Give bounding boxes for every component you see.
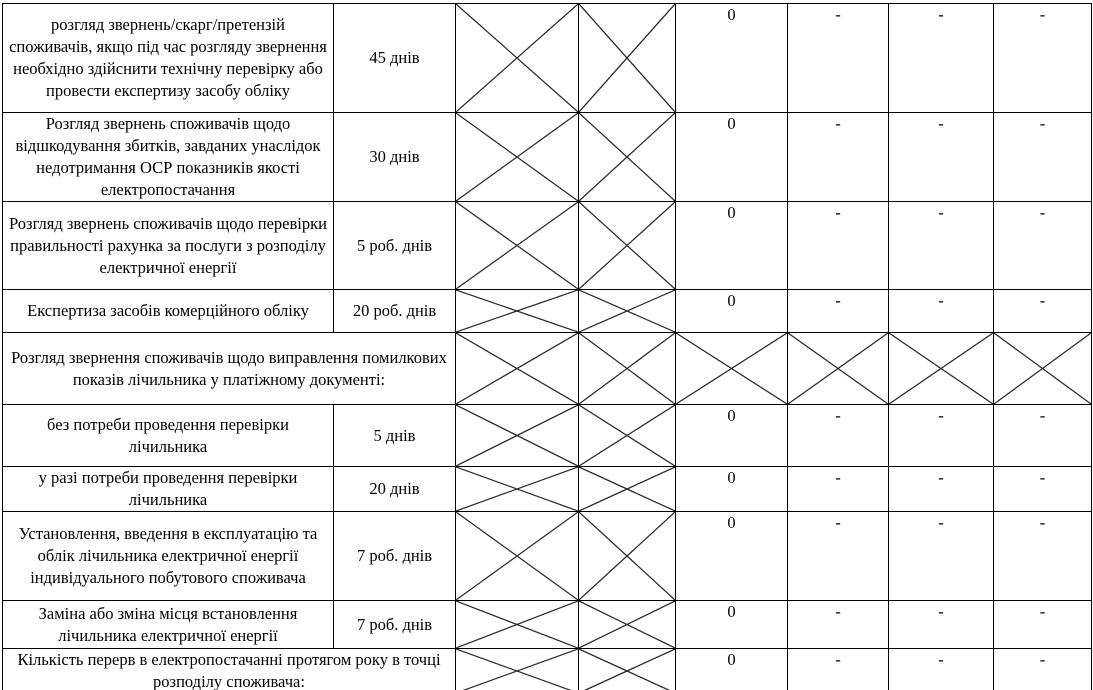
row-value-cell: - xyxy=(994,290,1092,333)
x-cross-icon xyxy=(579,467,675,511)
row-value-cell: - xyxy=(994,467,1092,512)
x-cross-icon xyxy=(676,333,787,404)
crossed-out-cell xyxy=(579,4,676,113)
row-value-cell: - xyxy=(788,4,889,113)
row-value-cell: - xyxy=(994,601,1092,649)
x-cross-icon xyxy=(579,405,675,466)
table-row xyxy=(3,467,1092,512)
crossed-out-cell xyxy=(788,333,889,405)
group-label-cell: Розгляд звернення споживачів щодо виправлення помилкових показів лічильника у платіжному документі: xyxy=(3,333,456,405)
x-cross-icon xyxy=(456,601,578,648)
row-value-cell: - xyxy=(788,467,889,512)
x-cross-icon xyxy=(579,4,675,112)
row-value-cell: - xyxy=(889,405,994,467)
x-cross-icon xyxy=(579,202,675,289)
crossed-out-cell xyxy=(456,467,579,512)
crossed-out-cell xyxy=(579,113,676,202)
crossed-out-cell xyxy=(579,290,676,333)
x-cross-icon xyxy=(579,113,675,201)
row-label-cell: Розгляд звернень споживачів щодо перевірки правильності рахунка за послуги з розподілу електричної енергії xyxy=(3,202,334,290)
crossed-out-cell xyxy=(579,405,676,467)
row-label-cell: Установлення, введення в експлуатацію та облік лічильника електричної енергії індивідуального побутового споживача xyxy=(3,512,334,601)
row-value-cell: - xyxy=(788,405,889,467)
row-value-cell: - xyxy=(889,512,994,601)
crossed-out-cell xyxy=(456,113,579,202)
row-value-cell: - xyxy=(994,512,1092,601)
x-cross-icon xyxy=(579,601,675,648)
crossed-out-cell xyxy=(456,601,579,649)
crossed-out-cell xyxy=(456,512,579,601)
table-row xyxy=(3,202,1092,290)
row-value-cell: - xyxy=(889,649,994,690)
group-label-cell: Кількість перерв в електропостачанні протягом року в точці розподілу споживача: xyxy=(3,649,456,690)
row-value-cell: 0 xyxy=(676,405,788,467)
row-term-cell: 20 роб. днів xyxy=(334,290,456,333)
row-value-cell: - xyxy=(889,290,994,333)
crossed-out-cell xyxy=(456,290,579,333)
row-term-cell: 7 роб. днів xyxy=(334,512,456,601)
service-terms-table xyxy=(2,3,1092,690)
row-value-cell: - xyxy=(788,113,889,202)
x-cross-icon xyxy=(456,290,578,332)
row-term-cell: 20 днів xyxy=(334,467,456,512)
row-label-cell: Розгляд звернень споживачів щодо відшкодування збитків, завданих унаслідок недотримання ОСР показників якості електропостачання xyxy=(3,113,334,202)
table-row xyxy=(3,649,1092,690)
row-value-cell: - xyxy=(788,512,889,601)
x-cross-icon xyxy=(788,333,888,404)
table-row xyxy=(3,601,1092,649)
crossed-out-cell xyxy=(456,405,579,467)
row-value-cell: - xyxy=(889,202,994,290)
crossed-out-cell xyxy=(676,333,788,405)
row-value-cell: 0 xyxy=(676,4,788,113)
row-value-cell: - xyxy=(788,649,889,690)
row-value-cell: - xyxy=(788,601,889,649)
row-value-cell: - xyxy=(889,4,994,113)
row-value-cell: 0 xyxy=(676,467,788,512)
row-term-cell: 5 днів xyxy=(334,405,456,467)
row-value-cell: - xyxy=(994,202,1092,290)
crossed-out-cell xyxy=(579,512,676,601)
x-cross-icon xyxy=(579,512,675,600)
row-value-cell: - xyxy=(889,467,994,512)
row-label-cell: розгляд звернень/скарг/претензій споживачів, якщо під час розгляду звернення необхідно здійснити технічну перевірку або провести експертизу засобу обліку xyxy=(3,4,334,113)
row-label-cell: Експертиза засобів комерційного обліку xyxy=(3,290,334,333)
crossed-out-cell xyxy=(579,202,676,290)
row-value-cell: - xyxy=(889,601,994,649)
x-cross-icon xyxy=(994,333,1091,404)
row-value-cell: 0 xyxy=(676,202,788,290)
row-value-cell: - xyxy=(889,113,994,202)
row-term-cell: 5 роб. днів xyxy=(334,202,456,290)
crossed-out-cell xyxy=(579,333,676,405)
crossed-out-cell xyxy=(579,467,676,512)
row-term-cell: 7 роб. днів xyxy=(334,601,456,649)
row-value-cell: 0 xyxy=(676,113,788,202)
table-row xyxy=(3,333,1092,405)
row-term-cell: 30 днів xyxy=(334,113,456,202)
x-cross-icon xyxy=(889,333,993,404)
row-value-cell: - xyxy=(994,4,1092,113)
x-cross-icon xyxy=(456,4,578,112)
table-row xyxy=(3,405,1092,467)
crossed-out-cell xyxy=(456,202,579,290)
row-value-cell: - xyxy=(994,649,1092,690)
x-cross-icon xyxy=(456,405,578,466)
row-label-cell: без потреби проведення перевірки лічильника xyxy=(3,405,334,467)
row-value-cell: 0 xyxy=(676,512,788,601)
row-value-cell: - xyxy=(994,405,1092,467)
table-row xyxy=(3,290,1092,333)
table-row xyxy=(3,113,1092,202)
x-cross-icon xyxy=(456,467,578,511)
crossed-out-cell xyxy=(456,4,579,113)
row-label-cell: у разі потреби проведення перевірки лічильника xyxy=(3,467,334,512)
x-cross-icon xyxy=(456,512,578,600)
row-value-cell: - xyxy=(788,290,889,333)
table-row xyxy=(3,4,1092,113)
x-cross-icon xyxy=(456,649,578,690)
crossed-out-cell xyxy=(579,601,676,649)
row-label-cell: Заміна або зміна місця встановлення лічильника електричної енергії xyxy=(3,601,334,649)
row-value-cell: - xyxy=(788,202,889,290)
row-value-cell: 0 xyxy=(676,649,788,690)
crossed-out-cell xyxy=(579,649,676,690)
table-row xyxy=(3,512,1092,601)
crossed-out-cell xyxy=(889,333,994,405)
row-value-cell: 0 xyxy=(676,601,788,649)
x-cross-icon xyxy=(579,649,675,690)
x-cross-icon xyxy=(579,290,675,332)
crossed-out-cell xyxy=(456,649,579,690)
x-cross-icon xyxy=(579,333,675,404)
row-value-cell: 0 xyxy=(676,290,788,333)
x-cross-icon xyxy=(456,333,578,404)
x-cross-icon xyxy=(456,113,578,201)
crossed-out-cell xyxy=(456,333,579,405)
row-value-cell: - xyxy=(994,113,1092,202)
row-term-cell: 45 днів xyxy=(334,4,456,113)
crossed-out-cell xyxy=(994,333,1092,405)
x-cross-icon xyxy=(456,202,578,289)
